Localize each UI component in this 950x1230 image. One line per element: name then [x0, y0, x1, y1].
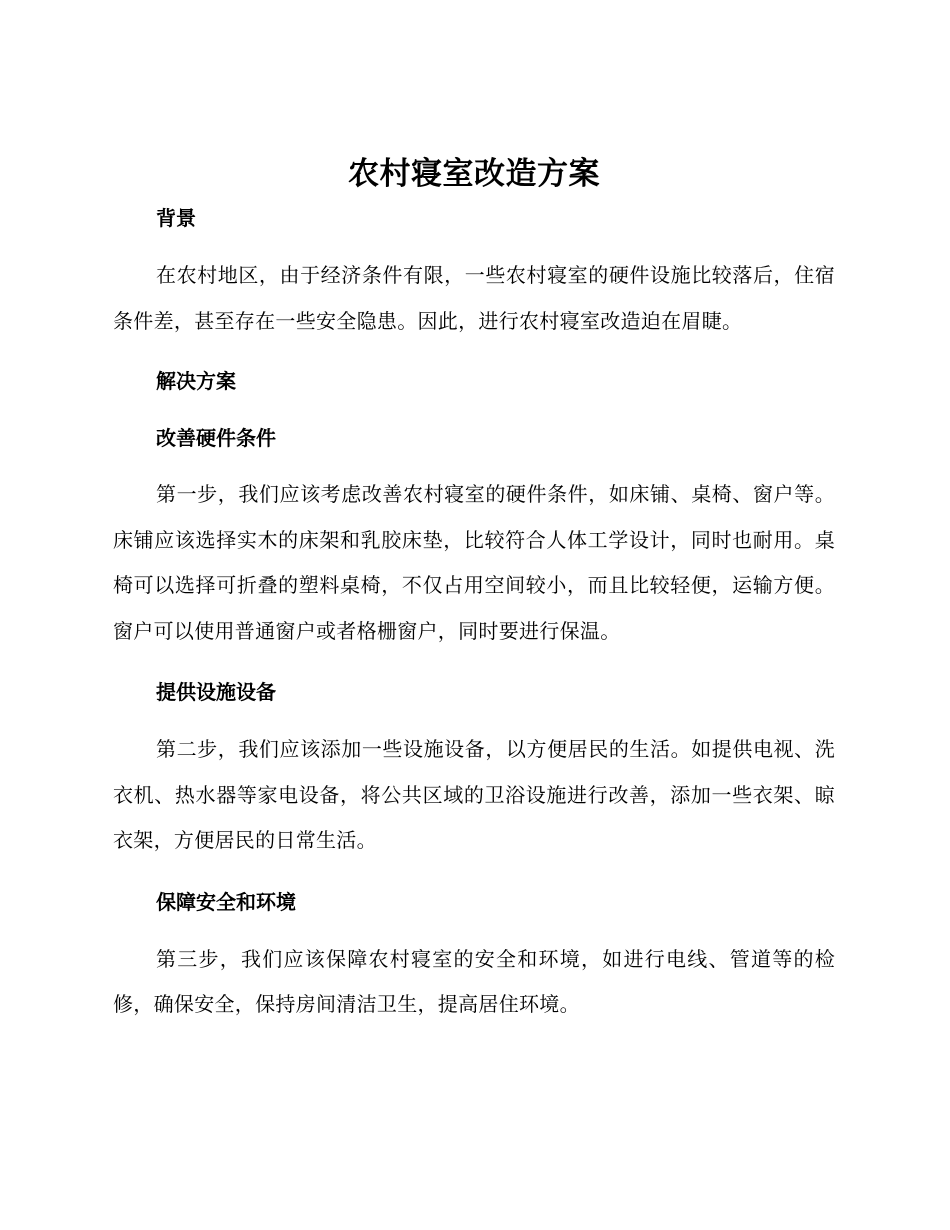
- paragraph-background: 在农村地区，由于经济条件有限，一些农村寝室的硬件设施比较落后，住宿条件差，甚至存在一些安全隐患。因此，进行农村寝室改造迫在眉睫。: [113, 263, 835, 333]
- section-heading-background: 背景: [156, 206, 196, 230]
- paragraph-facilities: 第二步，我们应该添加一些设施设备，以方便居民的生活。如提供电视、洗衣机、热水器等家电设备，将公共区域的卫浴设施进行改善，添加一些衣架、晾衣架，方便居民的日常生活。: [113, 737, 835, 852]
- document-title: 农村寝室改造方案: [348, 156, 600, 192]
- paragraph-hardware: 第一步，我们应该考虑改善农村寝室的硬件条件，如床铺、桌椅、窗户等。床铺应该选择实木的床架和乳胶床垫，比较符合人体工学设计，同时也耐用。桌椅可以选择可折叠的塑料桌椅，不仅占用空间较小，而且比较轻便，运输方便。窗户可以使用普通窗户或者格栅窗户，同时要进行保温。: [113, 482, 835, 643]
- subsection-heading-hardware: 改善硬件条件: [156, 426, 276, 450]
- paragraph-safety: 第三步，我们应该保障农村寝室的安全和环境，如进行电线、管道等的检修，确保安全，保持房间清洁卫生，提高居住环境。: [113, 946, 835, 1016]
- document-body: [113, 148, 835, 1028]
- subsection-heading-safety: 保障安全和环境: [156, 889, 296, 914]
- section-heading-solution: 解决方案: [156, 369, 236, 393]
- subsection-heading-facilities: 提供设施设备: [156, 680, 276, 704]
